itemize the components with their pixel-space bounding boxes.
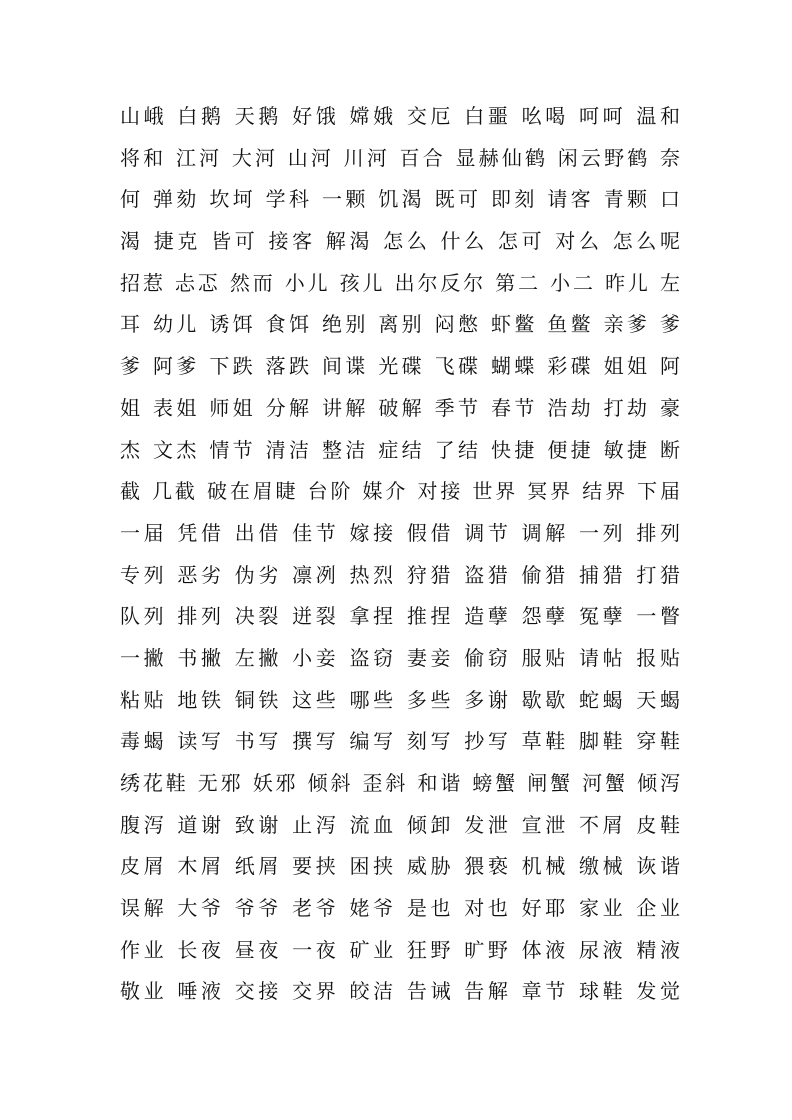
text-line: 专列 恶劣 伪劣 凛冽 热烈 狩猎 盗猎 偷猎 捕猎 打猎 xyxy=(120,562,680,587)
text-line: 姐 表姐 师姐 分解 讲解 破解 季节 春节 浩劫 打劫 豪 xyxy=(120,395,680,420)
text-line: 皮屑 木屑 纸屑 要挟 困挟 威胁 猥亵 机械 缴械 诙谐 xyxy=(120,854,680,879)
text-line: 粘贴 地铁 铜铁 这些 哪些 多些 多谢 歇歇 蛇蝎 天蝎 xyxy=(120,687,680,712)
text-line: 爹 阿爹 下跌 落跌 间谍 光碟 飞碟 蝴蝶 彩碟 姐姐 阿 xyxy=(120,354,680,379)
text-line: 一届 凭借 出借 佳节 嫁接 假借 调节 调解 一列 排列 xyxy=(120,520,680,545)
text-line: 一撇 书撇 左撇 小妾 盗窃 妻妾 偷窃 服贴 请帖 报贴 xyxy=(120,645,680,670)
text-line: 队列 排列 决裂 迸裂 拿捏 推捏 造孽 怨孽 冤孽 一瞥 xyxy=(120,604,680,629)
text-line: 将和 江河 大河 山河 川河 百合 显赫仙鹤 闲云野鹤 奈 xyxy=(120,145,680,170)
word-list xyxy=(120,96,680,1013)
text-line: 耳 幼儿 诱饵 食饵 绝别 离别 闷憋 虾鳖 鱼鳖 亲爹 爹 xyxy=(120,312,680,337)
text-line: 敬业 唾液 交接 交界 皎洁 告诫 告解 章节 球鞋 发觉 xyxy=(120,979,680,1004)
text-line: 绣花鞋 无邪 妖邪 倾斜 歪斜 和谐 螃蟹 闸蟹 河蟹 倾泻 xyxy=(120,771,680,795)
text-line: 山峨 白鹅 天鹅 好饿 嫦娥 交厄 白噩 吆喝 呵呵 温和 xyxy=(120,104,680,128)
text-line: 渴 捷克 皆可 接客 解渴 怎么 什么 怎可 对么 怎么呢 xyxy=(120,229,680,254)
text-line: 腹泻 道谢 致谢 止泻 流血 倾卸 发泄 宣泄 不屑 皮鞋 xyxy=(120,812,680,837)
text-line: 作业 长夜 昼夜 一夜 矿业 狂野 旷野 体液 尿液 精液 xyxy=(120,937,680,962)
text-line: 误解 大爷 爷爷 老爷 姥爷 是也 对也 好耶 家业 企业 xyxy=(120,896,680,921)
text-line: 何 弹劾 坎坷 学科 一颗 饥渴 既可 即刻 请客 青颗 口 xyxy=(120,187,680,212)
text-line: 截 几截 破在眉睫 台阶 媒介 对接 世界 冥界 结界 下届 xyxy=(120,479,680,504)
text-line: 招惹 忐忑 然而 小儿 孩儿 出尔反尔 第二 小二 昨儿 左 xyxy=(120,270,680,295)
text-line: 杰 文杰 情节 清洁 整洁 症结 了结 快捷 便捷 敏捷 断 xyxy=(120,437,680,462)
text-line: 毒蝎 读写 书写 撰写 编写 刻写 抄写 草鞋 脚鞋 穿鞋 xyxy=(120,729,680,754)
